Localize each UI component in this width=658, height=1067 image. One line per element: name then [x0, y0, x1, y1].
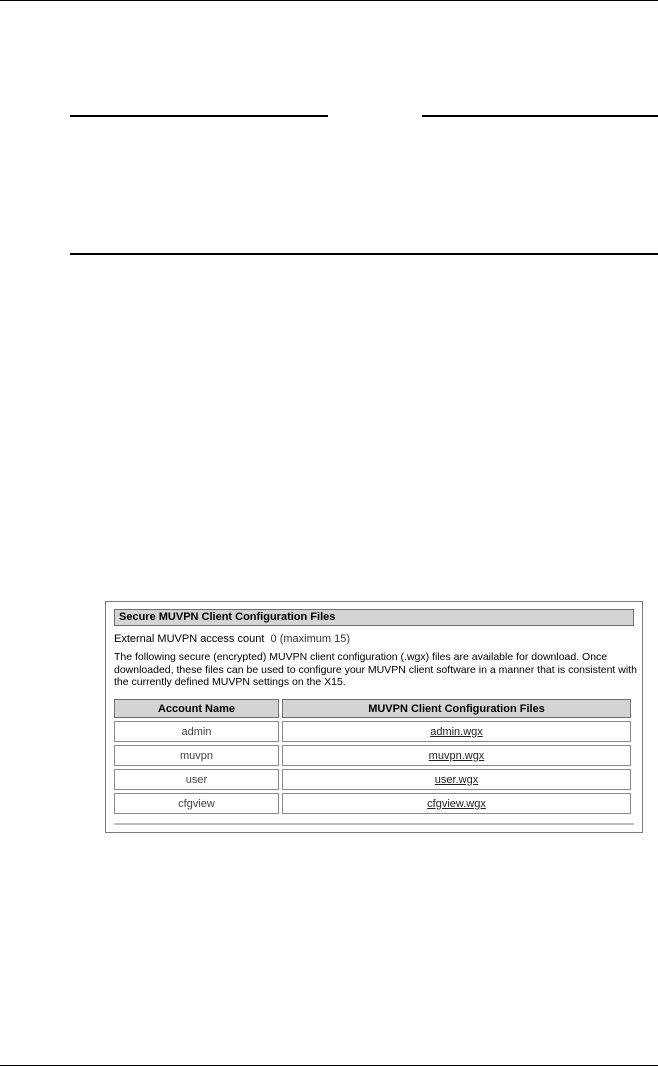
account-name-cell: admin	[114, 721, 279, 742]
config-file-link[interactable]: user.wgx	[434, 773, 479, 786]
config-file-cell	[282, 721, 631, 742]
table-header-row	[114, 699, 631, 718]
account-name-cell: muvpn	[114, 745, 279, 766]
panel-description: The following secure (encrypted) MUVPN client configuration (.wgx) files are available for download. Once downloaded, these files can be used to configure your MUVPN client software in a manner that is consistent with the currently defined MUVPN settings on the X15.	[114, 651, 637, 688]
config-file-link[interactable]: cfgview.wgx	[427, 797, 486, 810]
column-header-account-name: Account Name	[114, 699, 279, 718]
muvpn-config-panel	[105, 601, 643, 833]
config-file-link[interactable]: muvpn.wgx	[428, 749, 485, 762]
config-file-cell	[282, 793, 631, 814]
config-files-table	[111, 696, 634, 817]
account-name-cell: cfgview	[114, 793, 279, 814]
account-name-cell: user	[114, 769, 279, 790]
panel-title: Secure MUVPN Client Configuration Files	[114, 609, 634, 626]
section-rule-right	[422, 115, 658, 117]
config-file-cell	[282, 769, 631, 790]
table-row	[114, 769, 631, 790]
access-count-value: 0 (maximum 15)	[270, 633, 350, 645]
table-row	[114, 745, 631, 766]
section-rule-left	[70, 115, 328, 117]
column-header-config-files: MUVPN Client Configuration Files	[282, 699, 631, 718]
access-count-line	[114, 632, 350, 646]
page-top-rule	[0, 0, 658, 1]
section-rule-bottom	[70, 253, 658, 255]
config-file-cell	[282, 745, 631, 766]
config-file-link[interactable]: admin.wgx	[430, 725, 483, 738]
access-count-label: External MUVPN access count	[114, 633, 265, 645]
panel-footer-divider	[114, 823, 634, 825]
page-bottom-rule	[0, 1065, 658, 1066]
table-row	[114, 721, 631, 742]
table-row	[114, 793, 631, 814]
